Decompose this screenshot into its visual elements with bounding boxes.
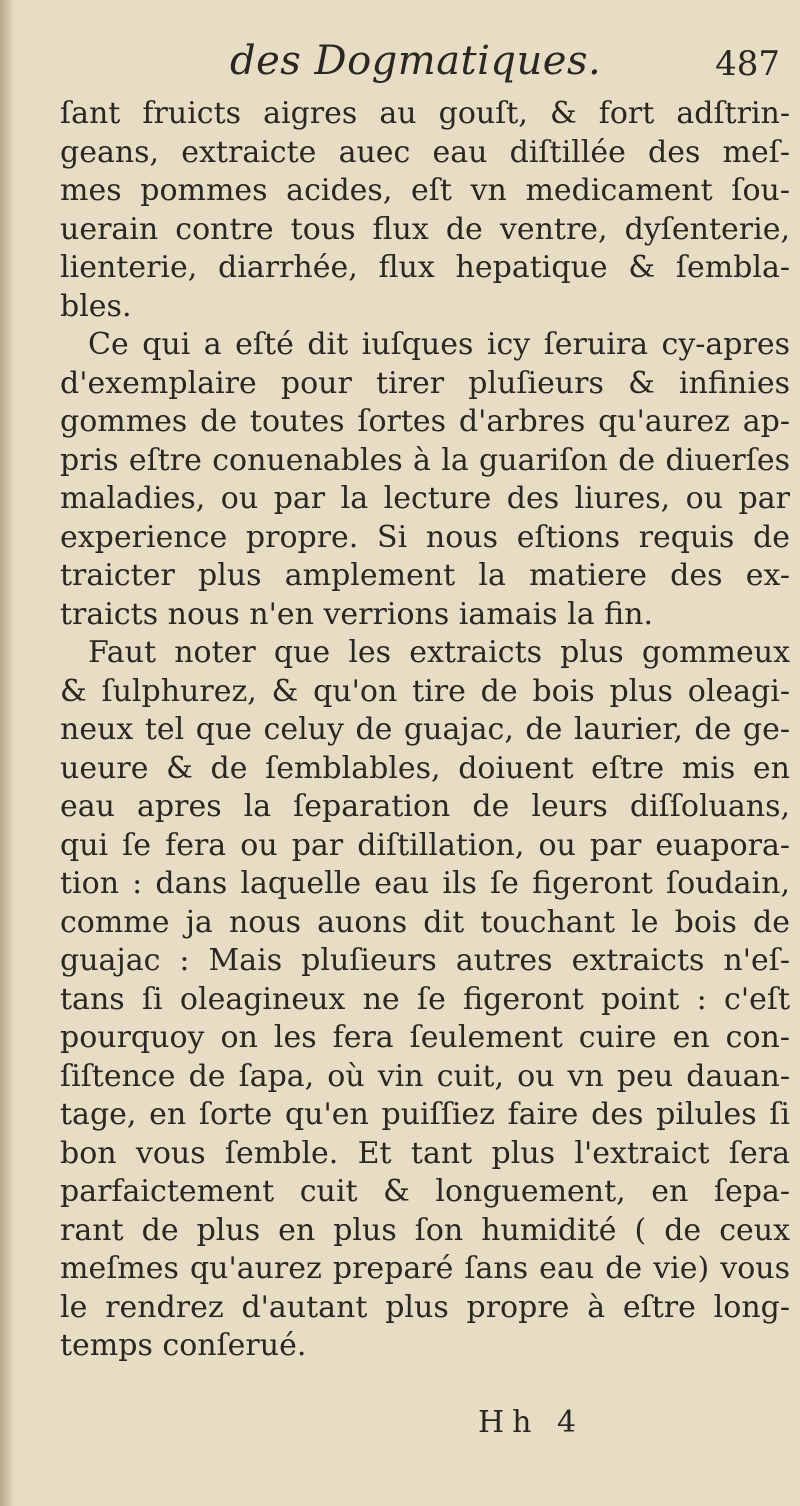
text-line: bon vous ſemble. Et tant plus l'extraict ſera bbox=[60, 1135, 790, 1171]
text-line: bles. bbox=[60, 288, 132, 324]
text-line: pourquoy on les fera ſeulement cuire en con- bbox=[60, 1020, 790, 1055]
text-line: parfaictement cuit & longuement, en ſepa- bbox=[60, 1174, 790, 1209]
page-number: 487 bbox=[715, 44, 780, 84]
text-line: qui ſe fera ou par diſtillation, ou par euapora- bbox=[60, 827, 790, 863]
text-line: comme ja nous auons dit touchant le bois de bbox=[60, 904, 790, 940]
text-line: tion : dans laquelle eau ils ſe figeront ſoudain, bbox=[60, 866, 790, 901]
text-line: Faut noter que les extraicts plus gommeux bbox=[88, 635, 790, 670]
text-line: eau apres la ſeparation de leurs diſſoluans, bbox=[60, 789, 790, 824]
text-line: & ſulphurez, & qu'on tire de bois plus oleagi- bbox=[60, 673, 790, 709]
text-line: mes pommes acides, eſt vn medicament ſou- bbox=[60, 173, 790, 208]
text-line: ſiſtence de ſapa, où vin cuit, ou vn peu dauan- bbox=[60, 1058, 790, 1094]
page-header bbox=[60, 38, 788, 98]
gutter-shadow bbox=[0, 0, 14, 1506]
text-line: guajac : Mais pluſieurs autres extraicts n'eſ- bbox=[60, 943, 790, 978]
text-line: ueure & de ſemblables, doiuent eſtre mis en bbox=[60, 750, 790, 786]
text-line: lienterie, diarrhée, flux hepatique & ſembla- bbox=[60, 250, 790, 285]
text-line: tans ſi oleagineux ne ſe figeront point : c'eſt bbox=[60, 981, 790, 1017]
text-line: temps conſerué. bbox=[60, 1328, 307, 1363]
text-line: maladies, ou par la lecture des liures, ou par bbox=[60, 481, 790, 516]
signature-mark: Hh 4 bbox=[478, 1405, 585, 1440]
text-line: traicter plus amplement la matiere des ex- bbox=[60, 558, 790, 593]
text-line: pris eſtre conuenables à la guariſon de diuerſes bbox=[60, 442, 790, 478]
text-line: le rendrez d'autant plus propre à eſtre long- bbox=[60, 1289, 790, 1325]
text-line: ſant fruicts aigres au gouſt, & fort adſtrin- bbox=[60, 96, 790, 131]
text-line: uerain contre tous flux de ventre, dyſenterie, bbox=[60, 211, 790, 247]
text-line: meſmes qu'aurez preparé ſans eau de vie) vous bbox=[60, 1251, 790, 1286]
text-line: traicts nous n'en verrions iamais la fin. bbox=[60, 596, 653, 632]
body-text bbox=[60, 95, 790, 1366]
text-line: tage, en ſorte qu'en puiſſiez faire des pilules ſi bbox=[60, 1097, 790, 1132]
text-line: d'exemplaire pour tirer pluſieurs & infinies bbox=[60, 365, 790, 401]
running-head: des Dogmatiques. bbox=[230, 38, 602, 84]
text-line: Ce qui a eſté dit iuſques icy ſeruira cy-apres bbox=[88, 327, 790, 362]
text-line: experience propre. Si nous eſtions requis de bbox=[60, 519, 790, 555]
text-line: rant de plus en plus ſon humidité ( de ceux bbox=[60, 1212, 790, 1248]
text-line: neux tel que celuy de guajac, de laurier, de ge- bbox=[60, 712, 790, 747]
text-line: gommes de toutes ſortes d'arbres qu'aurez ap- bbox=[60, 404, 790, 439]
text-line: geans, extraicte auec eau diſtillée des meſ- bbox=[60, 134, 790, 170]
